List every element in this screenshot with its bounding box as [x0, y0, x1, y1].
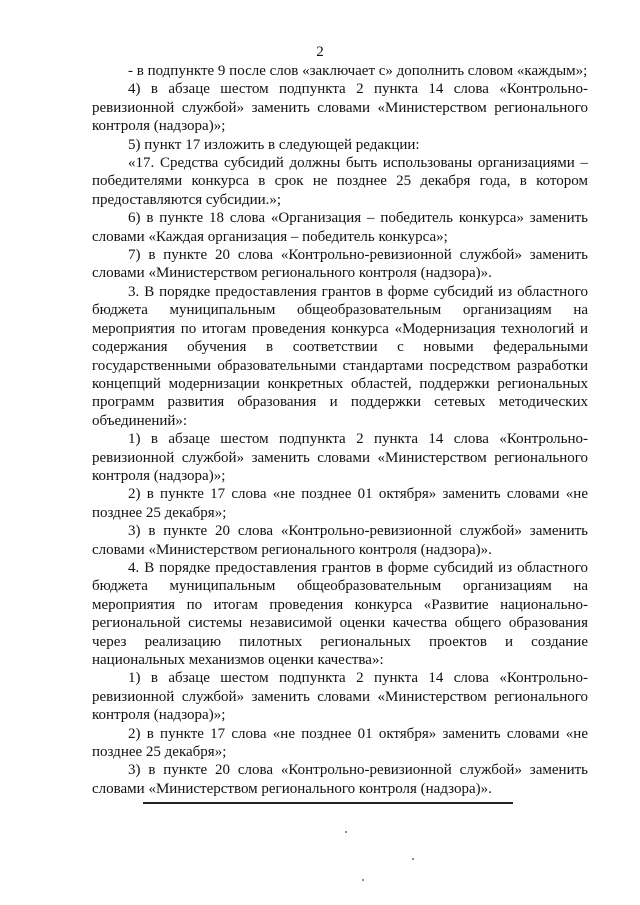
signature-line	[143, 802, 513, 804]
paragraph: 3) в пункте 20 слова «Контрольно-ревизионной службой» заменить словами «Министерством регионального контроля (надзора)».	[92, 762, 588, 797]
paragraph: 5) пункт 17 изложить в следующей редакции:	[128, 136, 420, 153]
paragraph: 7) в пункте 20 слова «Контрольно-ревизионной службой» заменить словами «Министерством регионального контроля (надзора)».	[92, 247, 588, 282]
document-body	[92, 62, 588, 798]
paragraph: - в подпункте 9 после слов «заключает с» дополнить словом «каждым»;	[128, 63, 588, 79]
paragraph: 1) в абзаце шестом подпункта 2 пункта 14 слова «Контрольно-ревизионной службой» заменить словами «Министерством регионального контроля (надзора)»;	[92, 431, 588, 484]
paragraph: 2) в пункте 17 слова «не позднее 01 октября» заменить словами «не позднее 25 декабря»;	[92, 486, 588, 521]
scan-speck	[412, 858, 414, 860]
paragraph: 3) в пункте 20 слова «Контрольно-ревизионной службой» заменить словами «Министерством регионального контроля (надзора)».	[92, 523, 588, 558]
paragraph: 2) в пункте 17 слова «не позднее 01 октября» заменить словами «не позднее 25 декабря»;	[92, 725, 588, 761]
paragraph: 3. В порядке предоставления грантов в форме субсидий из областного бюджета муниципальным общеобразовательным организациям на мероприятия по итогам проведения конкурса «Модернизация технологий и содержания обучения в соответствии с новыми федеральными государственными образовательными стандартами посредством разработки концепций модернизации конкретных областей, поддержки региональных программ развития образования и поддержки сетевых методических объединений»:	[92, 283, 588, 429]
paragraph: 6) в пункте 18 слова «Организация – победитель конкурса» заменить словами «Каждая организация – победитель конкурса»;	[92, 210, 588, 245]
paragraph: 1) в абзаце шестом подпункта 2 пункта 14 слова «Контрольно-ревизионной службой» заменить словами «Министерством регионального контроля (надзора)»;	[92, 670, 588, 724]
paragraph: «17. Средства субсидий должны быть использованы организациями – победителями конкурса в срок не позднее 25 декабря года, в котором предоставляются субсидии.»;	[92, 155, 588, 208]
paragraph: 4. В порядке предоставления грантов в форме субсидий из областного бюджета муниципальным общеобразовательным организациям на мероприятия по итогам проведения конкурса «Развитие национально-региональной системы независимой оценки качества общего образования через реализацию пилотных региональных проектов и создание национальных механизмов оценки качества»:	[92, 559, 588, 668]
scan-speck	[362, 879, 364, 881]
page-number: 2	[316, 44, 324, 60]
scan-speck	[345, 831, 347, 833]
paragraph: 4) в абзаце шестом подпункта 2 пункта 14 слова «Контрольно-ревизионной службой» заменить словами «Министерством регионального контроля (надзора)»;	[92, 81, 588, 135]
